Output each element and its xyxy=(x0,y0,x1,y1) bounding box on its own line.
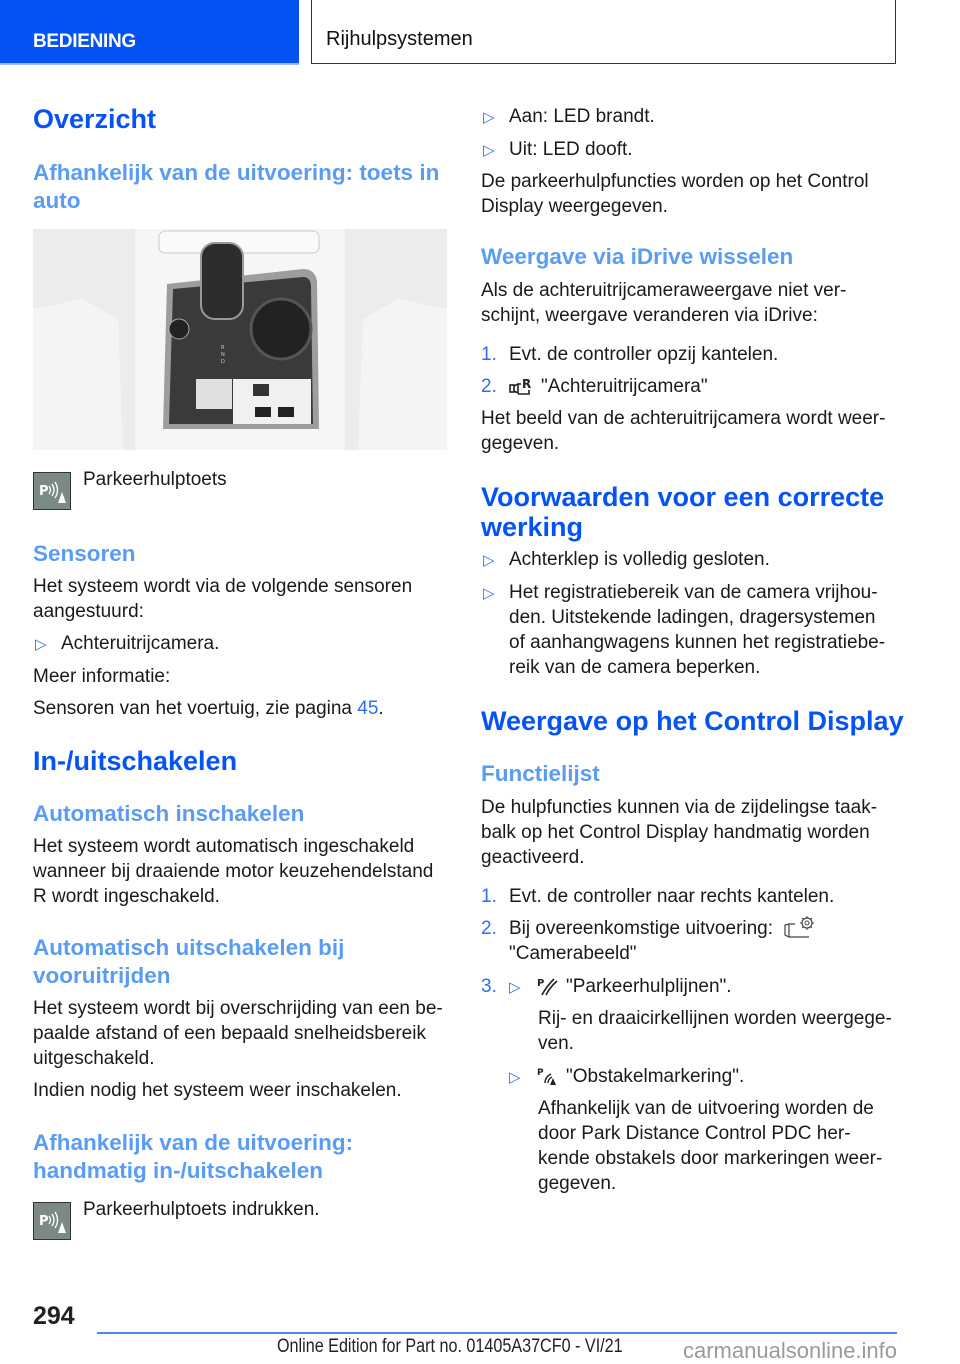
led-off: Uit: LED dooft. xyxy=(509,139,633,160)
heading-voorwaarden-1: Voorwaarden voor een correcte xyxy=(481,482,885,512)
meer-informatie: Meer informatie: xyxy=(33,666,171,687)
auto-uit-line-3: uitgeschakeld. xyxy=(33,1048,155,1069)
edition-text: Online Edition for Part no. 01405A37CF0 - VI/21 xyxy=(277,1336,623,1357)
bullet-triangle-icon: ▷ xyxy=(483,142,495,159)
sub2-desc-4: gegeven. xyxy=(538,1173,617,1194)
sensoren-reference: Sensoren van het voertuig, zie pagina 45. xyxy=(33,698,384,719)
voorwaarde-2-line-3: of aanhangwagens kunnen het registratiebe- xyxy=(509,632,886,653)
auto-in-line-1: Het systeem wordt automatisch ingeschakeld xyxy=(33,836,415,857)
section-title: BEDIENING xyxy=(33,31,136,52)
sub1-desc-1: Rij- en draaicirkellijnen worden weergege- xyxy=(538,1008,892,1029)
idrive-result-1: Het beeld van de achteruitrijcamera wordt weer- xyxy=(481,408,886,429)
voorwaarde-2-line-2: den. Uitstekende ladingen, dragersystemen xyxy=(509,607,876,628)
heading-auto-uit-1: Automatisch uitschakelen bij xyxy=(33,935,345,960)
heading-functielijst: Functielijst xyxy=(481,761,600,786)
bullet-triangle-icon: ▷ xyxy=(509,1069,521,1086)
step-number: 2. xyxy=(481,918,497,939)
functielijst-line-1: De hulpfuncties kunnen via de zijdelingse taak- xyxy=(481,797,878,818)
footer-divider xyxy=(97,1332,897,1334)
sensoren-bullet: Achteruitrijcamera. xyxy=(61,633,220,654)
heading-automatisch-inschakelen: Automatisch inschakelen xyxy=(33,801,305,826)
sensoren-text-2: aangestuurd: xyxy=(33,601,144,622)
auto-uit-note: Indien nodig het systeem weer inschakelen. xyxy=(33,1080,402,1101)
parking-assist-button-icon xyxy=(33,1202,71,1240)
func-step-1: Evt. de controller naar rechts kantelen. xyxy=(509,886,835,907)
led-on: Aan: LED brandt. xyxy=(509,106,655,127)
sub-obstakelmarkering: "Obstakelmarkering". xyxy=(566,1066,745,1087)
auto-in-line-2: wanneer bij draaiende motor keuzehendelstand xyxy=(33,861,434,882)
section-tab xyxy=(0,0,299,65)
step-number: 3. xyxy=(481,976,497,997)
camera-settings-icon xyxy=(783,913,819,946)
handmatig-text: Parkeerhulptoets indrukken. xyxy=(83,1199,320,1220)
idrive-text-1: Als de achteruitrijcameraweergave niet ver- xyxy=(481,280,847,301)
chapter-tab xyxy=(311,0,896,64)
svg-text:P: P xyxy=(537,978,545,989)
heading-voorwaarden-2: werking xyxy=(481,512,584,542)
voorwaarde-1: Achterklep is volledig gesloten. xyxy=(509,549,770,570)
page-number: 294 xyxy=(33,1302,75,1330)
heading-toets-in-auto: Afhankelijk van de uitvoering: toets in auto xyxy=(33,160,440,213)
sub-parkeerhulplijnen: "Parkeerhulplijnen". xyxy=(566,976,732,997)
heading-control-display: Weergave op het Control Display xyxy=(481,706,904,736)
voorwaarde-2-line-4: reik van de camera beperken. xyxy=(509,657,761,678)
bullet-triangle-icon: ▷ xyxy=(35,636,47,653)
step-number: 2. xyxy=(481,376,497,397)
idrive-text-2: schijnt, weergave veranderen via iDrive: xyxy=(481,305,818,326)
bullet-triangle-icon: ▷ xyxy=(483,552,495,569)
parking-lines-icon xyxy=(536,975,558,1002)
sub2-desc-3: kende obstakels door markeringen weer- xyxy=(538,1148,883,1169)
idrive-result-2: gegeven. xyxy=(481,433,560,454)
page-link-45[interactable]: 45 xyxy=(357,698,379,719)
svg-text:P: P xyxy=(537,1068,544,1078)
heading-in-uitschakelen: In-/uitschakelen xyxy=(33,746,238,776)
bullet-triangle-icon: ▷ xyxy=(509,979,521,996)
sub2-desc-2: door Park Distance Control PDC her- xyxy=(538,1123,851,1144)
step-number: 1. xyxy=(481,886,497,907)
obstacle-marking-icon xyxy=(536,1065,558,1092)
sensoren-text-1: Het systeem wordt via de volgende sensoren xyxy=(33,576,413,597)
chapter-title: Rijhulpsystemen xyxy=(326,28,473,50)
functielijst-line-3: geactiveerd. xyxy=(481,847,585,868)
bullet-triangle-icon: ▷ xyxy=(483,109,495,126)
sub2-desc-1: Afhankelijk van de uitvoering worden de xyxy=(538,1098,874,1119)
auto-uit-line-1: Het systeem wordt bij overschrijding van een be- xyxy=(33,998,443,1019)
heading-overzicht: Overzicht xyxy=(33,104,157,134)
functielijst-line-2: balk op het Control Display handmatig worden xyxy=(481,822,870,843)
idrive-step-2: "Achteruitrijcamera" xyxy=(541,376,708,397)
sub1-desc-2: ven. xyxy=(538,1033,574,1054)
func-step-2b: "Camerabeeld" xyxy=(509,943,637,964)
func-step-2: Bij overeenkomstige uitvoering: xyxy=(509,918,774,939)
heading-handmatig-1: Afhankelijk van de uitvoering: xyxy=(33,1130,354,1155)
auto-in-line-3: R wordt ingeschakeld. xyxy=(33,886,220,907)
idrive-step-1: Evt. de controller opzij kantelen. xyxy=(509,344,779,365)
display-text-2: Display weergegeven. xyxy=(481,196,668,217)
svg-text:R: R xyxy=(221,345,225,351)
console-illustration xyxy=(33,229,447,450)
parking-assist-button-icon xyxy=(33,472,71,510)
voorwaarde-2-line-1: Het registratiebereik van de camera vrijhou- xyxy=(509,582,878,603)
heading-auto-uit-2: vooruitrijden xyxy=(33,963,171,988)
svg-text:N: N xyxy=(221,352,225,358)
step-number: 1. xyxy=(481,344,497,365)
svg-text:R: R xyxy=(522,377,532,391)
rear-camera-icon xyxy=(509,375,535,402)
svg-text:P: P xyxy=(39,484,49,499)
display-text-1: De parkeerhulpfuncties worden op het Control xyxy=(481,171,869,192)
bullet-triangle-icon: ▷ xyxy=(483,585,495,602)
svg-text:D: D xyxy=(221,359,225,365)
watermark: carmanualsonline.info xyxy=(683,1338,898,1363)
heading-handmatig-2: handmatig in-/uitschakelen xyxy=(33,1158,324,1183)
parking-assist-label: Parkeerhulptoets xyxy=(83,469,227,490)
auto-uit-line-2: paalde afstand of een bepaald snelheidsbereik xyxy=(33,1023,426,1044)
heading-sensoren: Sensoren xyxy=(33,541,136,566)
console-photo xyxy=(33,229,447,450)
svg-text:P: P xyxy=(39,1214,49,1229)
heading-idrive-wisselen: Weergave via iDrive wisselen xyxy=(481,244,794,269)
